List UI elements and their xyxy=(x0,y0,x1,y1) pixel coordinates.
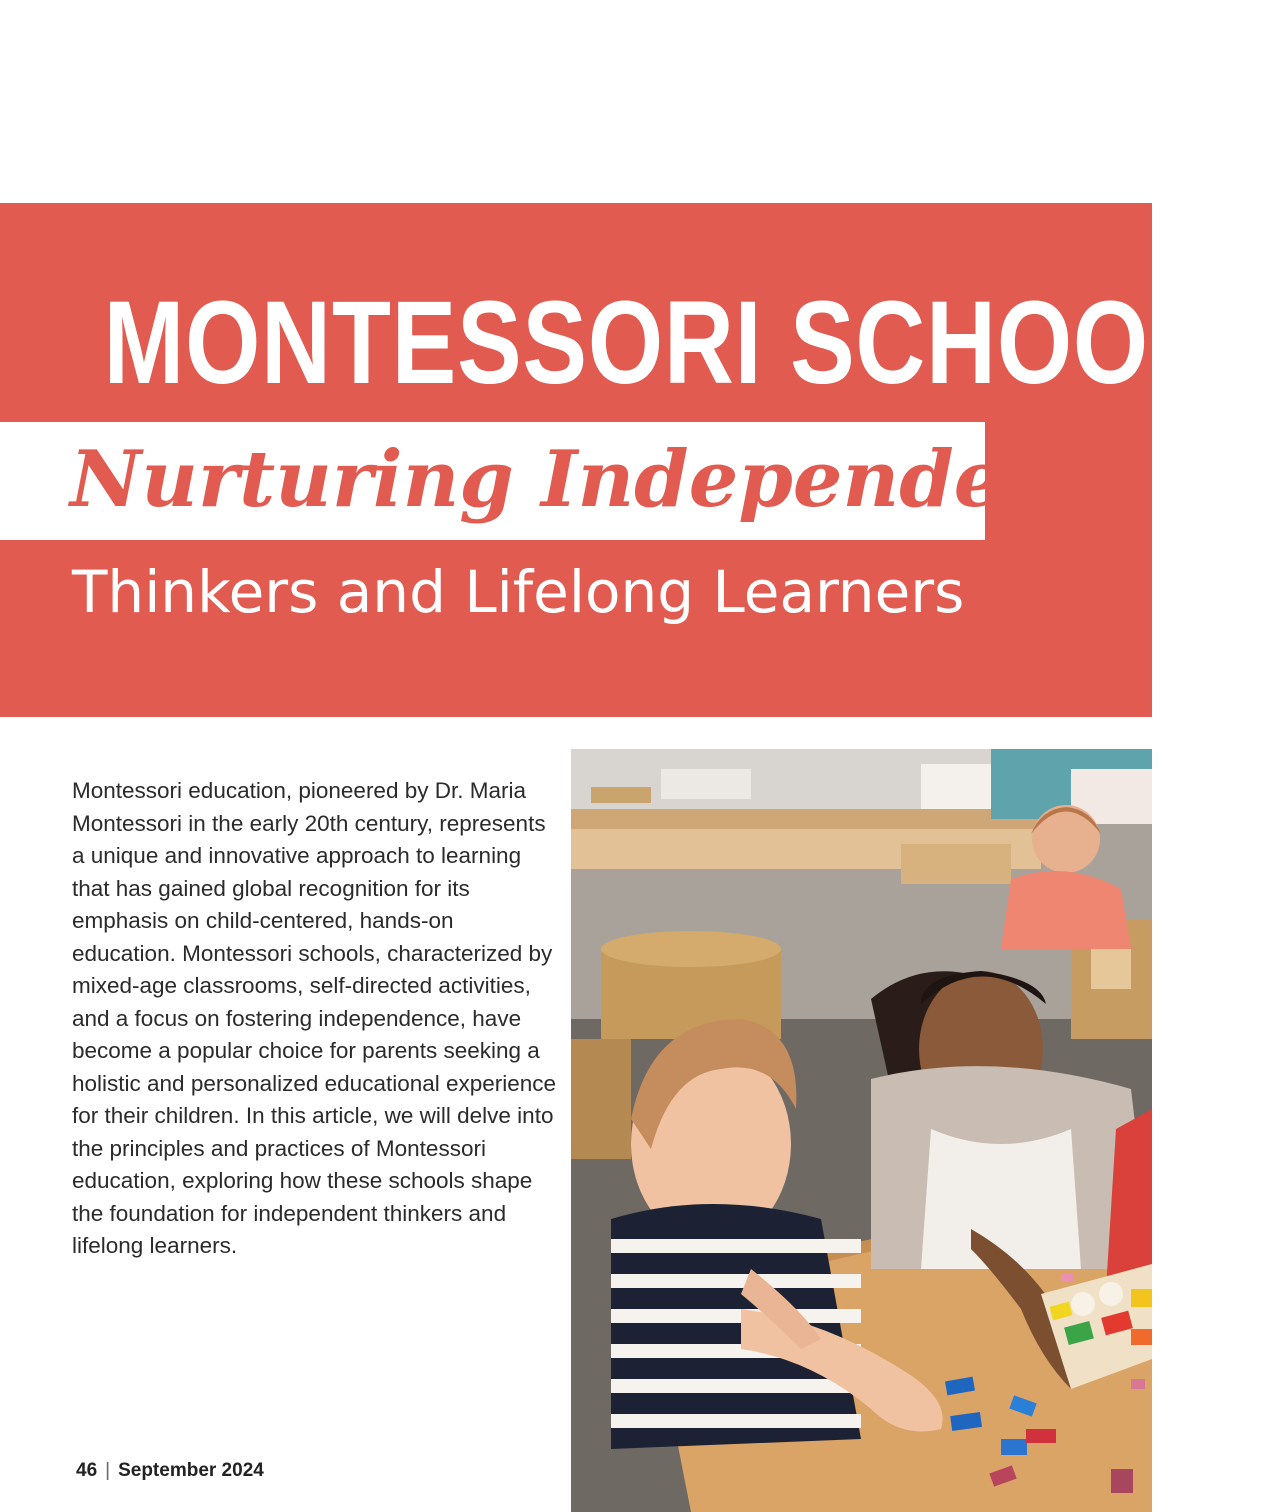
classroom-photo xyxy=(571,749,1152,1512)
article-subtitle: Thinkers and Lifelong Learners xyxy=(72,558,965,626)
page-number: 46 xyxy=(76,1460,98,1481)
article-title: MONTESSORI SCHOOLS xyxy=(103,277,1274,409)
article-intro-paragraph: Montessori education, pioneered by Dr. Maria Montessori in the early 20th century, represents a unique and innovative approach to learning that has gained global recognition for its emphasis on child-centered, hands-on education. Montessori schools, characterized by mixed-age classrooms, self-directed activities, and a focus on fostering independence, have become a popular choice for parents seeking a holistic and personalized educational experience for their children. In this article, we will delve into the principles and practices of Montessori education, exploring how these schools shape the foundation for independent thinkers and lifelong learners. xyxy=(72,778,557,1258)
classroom-illustration xyxy=(571,749,1152,1512)
article-script-subtitle: Nurturing Independent xyxy=(70,434,1097,525)
issue-date: September 2024 xyxy=(118,1460,264,1481)
footer-separator: | xyxy=(105,1460,111,1481)
page-footer xyxy=(76,1460,264,1482)
